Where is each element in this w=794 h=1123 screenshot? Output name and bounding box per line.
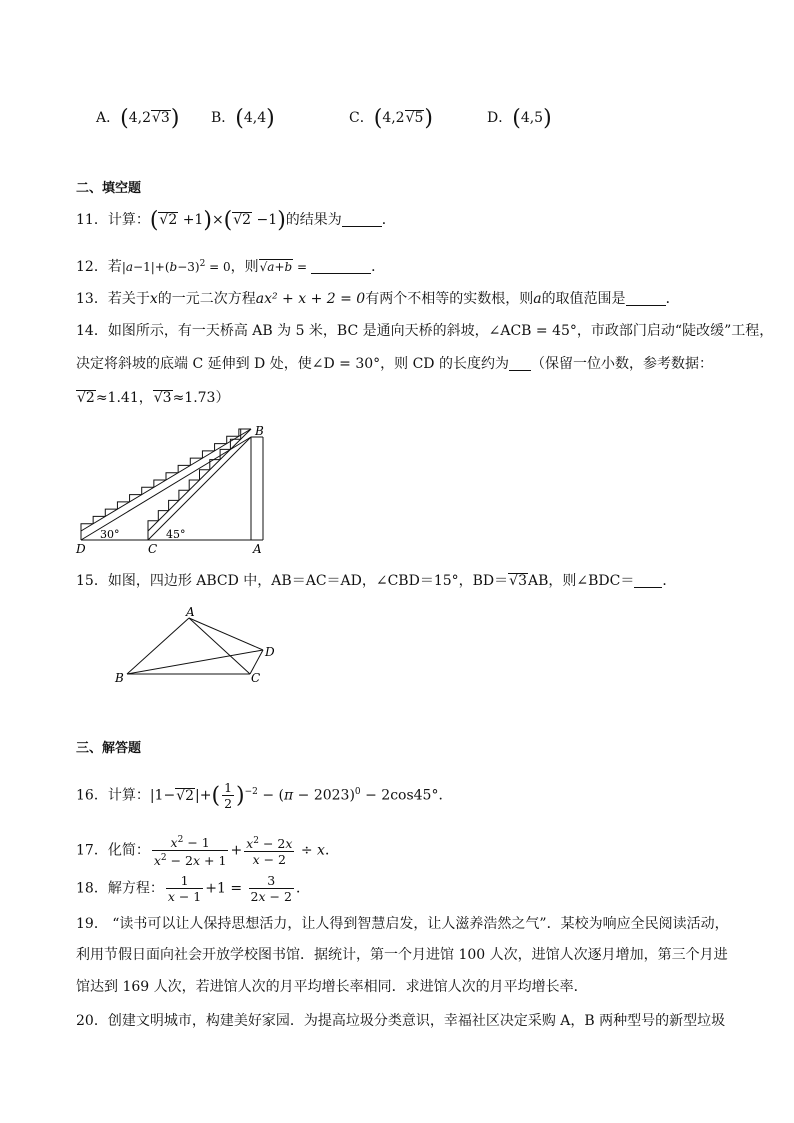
question-19-line2: 利用节假日面向社会开放学校图书馆．据统计，第一个月进馆 100 人次，进馆人次逐月增加，第三个月进 (76, 947, 728, 963)
option-d: D．(4,5) (487, 106, 552, 131)
figure-15-quadrilateral (110, 606, 290, 690)
label-d: D (76, 542, 86, 556)
question-14-line2: 决定将斜坡的底端 C 延伸到 D 处，使∠D = 30°，则 CD 的长度约为 （保留一位小数，参考数据： (76, 356, 713, 372)
answer-blank (626, 289, 666, 306)
sqrt-symbol: √5 (405, 110, 424, 126)
label-b: B (255, 424, 264, 438)
question-14-line1: 14．如图所示，有一天桥高 AB 为 5 米，BC 是通向天桥的斜坡，∠ACB = 45°，市政部门启动“陡改缓”工程， (76, 323, 774, 339)
question-15: 15．如图，四边形 ABCD 中，AB＝AC＝AD，∠CBD＝15°，BD＝√3AB，则∠BDC＝ ． (76, 573, 677, 589)
question-18: 18．解方程： $\frac{1}{x - 1}$ +1 = $\frac{3}{2x - 2}$ ． (76, 873, 310, 904)
label-d: D (265, 645, 275, 659)
question-20-line1: 20．创建文明城市，构建美好家园．为提高垃圾分类意识，幸福社区决定采购 A，B 两种型号的新型垃圾 (76, 1013, 726, 1029)
question-17: 17．化简： $\frac{x^2 - 1}{x^2 - 2x + 1}$ + $\frac{x^2 - 2x}{x - 2}$ ÷ x． (76, 835, 339, 869)
figure-14-overpass (70, 420, 280, 560)
question-19-line3: 馆达到 169 人次，若进馆人次的月平均增长率相同．求进馆人次的月平均增长率． (76, 979, 588, 995)
label-a: A (186, 606, 195, 619)
answer-blank (634, 571, 662, 588)
answer-blank (311, 257, 371, 274)
question-19-line1: 19． “读书可以让人保持思想活力，让人得到智慧启发，让人滋养浩然之气”．某校为响应全民阅读活动， (76, 916, 729, 932)
label-b: B (115, 671, 124, 685)
angle-45-label: 45° (166, 528, 186, 541)
option-b: B．(4,4) (211, 106, 275, 131)
label-a: A (253, 542, 262, 556)
option-a: A．(4,2√3) (96, 106, 180, 131)
question-16: 16．计算：|1−√2|+( $\frac{1}{2}$ )$^{-2} - (\pi - 2023)^0 - 2\cos 45^\circ$． (76, 780, 453, 811)
question-12: 12．若$|a-1|+(b-3)^2 = 0$，则√a+b = ． (76, 259, 386, 275)
section-title-fill-in: 二、填空题 (76, 181, 142, 196)
sqrt-symbol: √3 (151, 110, 170, 126)
answer-blank (342, 210, 382, 227)
question-13: 13．若关于x的一元二次方程ax² + x + 2 = 0有两个不相等的实数根，则a的取值范围是 ． (76, 291, 680, 307)
angle-30-label: 30° (100, 528, 120, 541)
label-c: C (148, 542, 158, 556)
label-c: C (251, 671, 261, 685)
section-title-solutions: 三、解答题 (76, 741, 142, 756)
option-c: C．(4,2√5) (349, 106, 434, 131)
question-11: 11．计算：(√2 +1)×(√2 −1)的结果为 ． (76, 208, 396, 233)
question-14-reference: √2≈1.41，√3≈1.73） (77, 390, 230, 406)
answer-blank (509, 354, 531, 371)
